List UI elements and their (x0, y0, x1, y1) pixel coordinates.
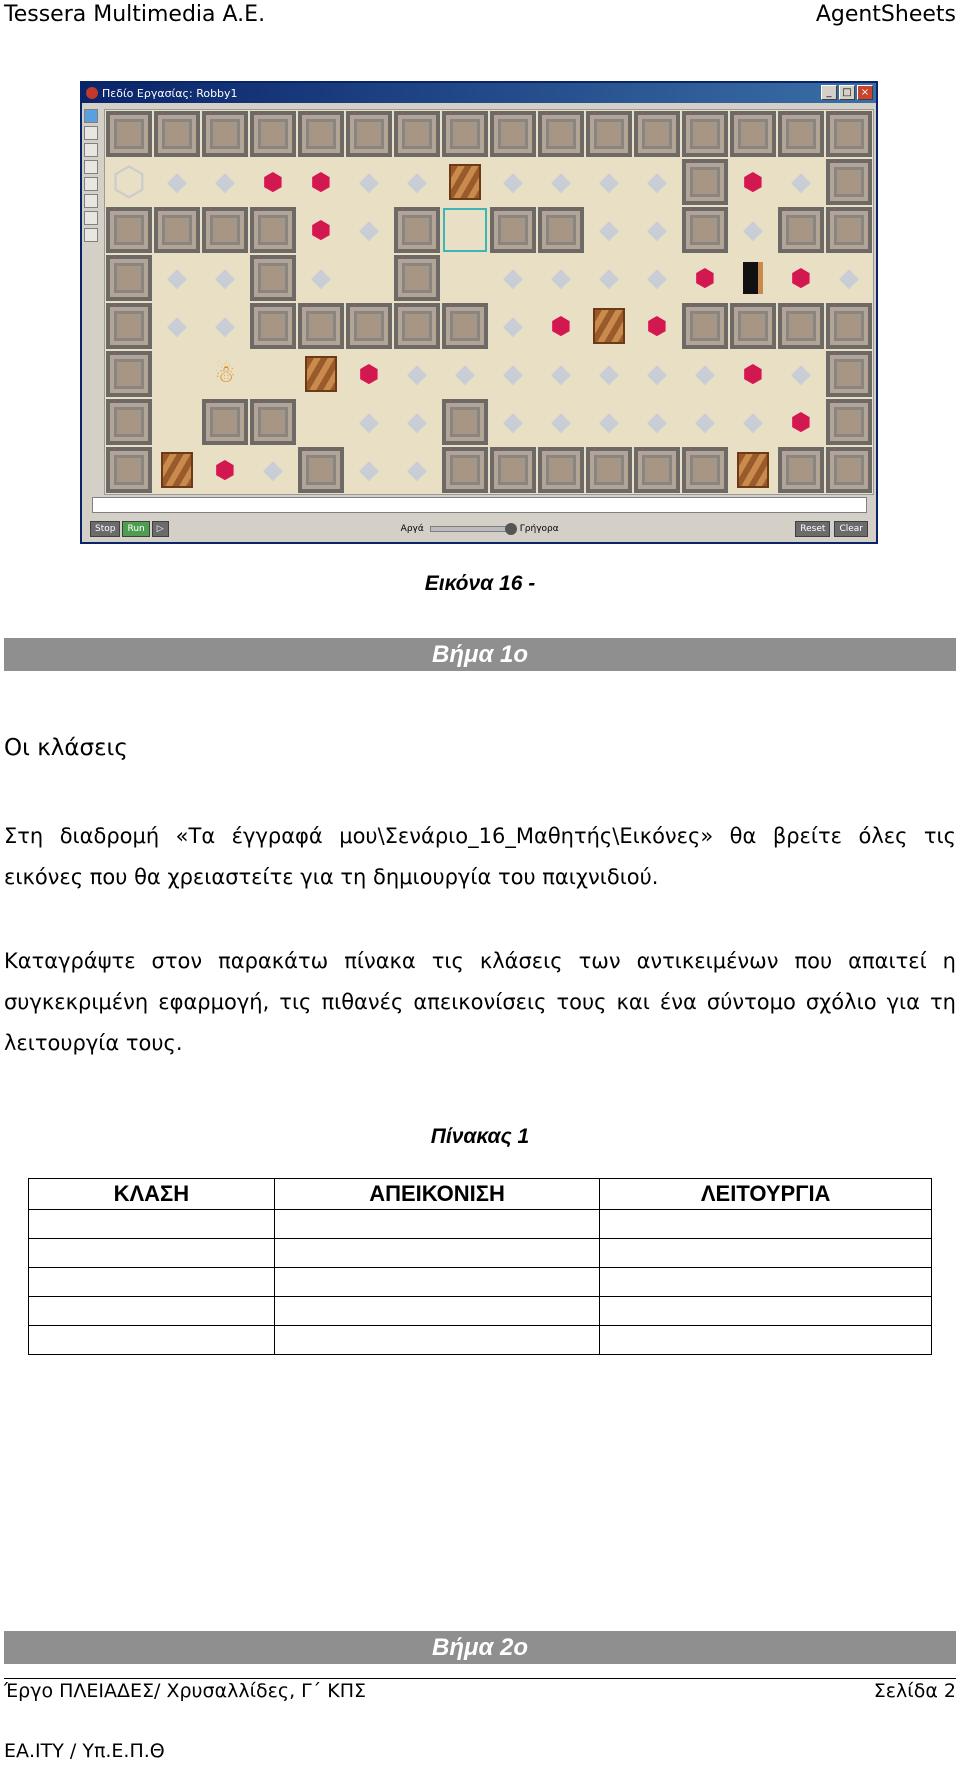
ruby-icon[interactable]: ⬢ (214, 456, 236, 484)
diamond-icon[interactable]: ◆ (503, 263, 523, 293)
diamond-icon[interactable]: ◆ (215, 263, 235, 293)
crate-icon[interactable] (737, 452, 769, 488)
wall-icon[interactable] (106, 399, 152, 445)
wall-icon[interactable] (106, 447, 152, 493)
wall-icon[interactable] (538, 111, 584, 157)
wall-icon[interactable] (730, 303, 776, 349)
diamond-icon[interactable]: ◆ (647, 167, 667, 197)
diamond-icon[interactable]: ◆ (167, 167, 187, 197)
paragraph-path: Στη διαδρομή «Τα έγγραφά μου\Σενάριο_16_Μαθητής\Εικόνες» θα βρείτε όλες τις εικόνες που θα χρειαστείτε για τη δημιουργία του παιχνιδιού. (4, 824, 956, 889)
control-bar (90, 519, 870, 539)
diamond-icon[interactable]: ◆ (599, 215, 619, 245)
table-cell[interactable] (600, 1297, 932, 1326)
diamond-icon[interactable]: ◆ (311, 263, 331, 293)
empty-cell[interactable] (441, 254, 489, 302)
table-caption: Πίνακας 1 (430, 1125, 530, 1148)
wall-icon[interactable] (826, 351, 872, 397)
ruby-icon[interactable]: ⬢ (790, 408, 812, 436)
diamond-icon[interactable]: ◆ (167, 263, 187, 293)
wall-icon[interactable] (394, 255, 440, 301)
empty-cell[interactable] (249, 350, 297, 398)
slider-knob[interactable] (505, 523, 517, 535)
section-title: Οι κλάσεις (4, 735, 128, 761)
wall-icon[interactable] (250, 111, 296, 157)
diamond-icon[interactable]: ◆ (695, 359, 715, 389)
wall-icon[interactable] (490, 447, 536, 493)
wall-icon[interactable] (298, 447, 344, 493)
wall-icon[interactable] (106, 207, 152, 253)
header-depiction: ΑΠΕΙΚΟΝΙΣΗ (274, 1179, 600, 1210)
paragraph-instructions: Καταγράψτε στον παρακάτω πίνακα τις κλάσεις των αντικειμένων που απαιτεί η συγκεκριμένη εφαρμογή, τις πιθανές απεικονίσεις τους και ένα σύντομο σχόλιο για τη λειτουργία τους. (4, 949, 956, 1055)
wall-icon[interactable] (394, 303, 440, 349)
wall-icon[interactable] (298, 111, 344, 157)
crate-icon[interactable] (161, 452, 193, 488)
wall-icon[interactable] (250, 303, 296, 349)
wall-icon[interactable] (250, 255, 296, 301)
table-row (29, 1210, 932, 1239)
diamond-icon[interactable]: ◆ (599, 263, 619, 293)
wall-icon[interactable] (778, 447, 824, 493)
diamond-icon[interactable]: ◆ (647, 215, 667, 245)
wall-icon[interactable] (202, 111, 248, 157)
diamond-icon[interactable]: ◆ (263, 455, 283, 485)
wall-icon[interactable] (826, 111, 872, 157)
diamond-icon[interactable]: ◆ (215, 311, 235, 341)
hex-icon[interactable]: ⬡ (111, 159, 147, 205)
wall-icon[interactable] (586, 447, 632, 493)
wall-icon[interactable] (730, 111, 776, 157)
wall-icon[interactable] (442, 303, 488, 349)
table-cell[interactable] (274, 1268, 600, 1297)
table-cell[interactable] (600, 1239, 932, 1268)
diamond-icon[interactable]: ◆ (791, 359, 811, 389)
ruby-icon[interactable]: ⬢ (742, 360, 764, 388)
clear-button[interactable]: Clear (834, 521, 868, 537)
diamond-icon[interactable]: ◆ (551, 359, 571, 389)
wall-icon[interactable] (682, 159, 728, 205)
wall-icon[interactable] (682, 207, 728, 253)
table-row (29, 1326, 932, 1355)
diamond-icon[interactable]: ◆ (503, 311, 523, 341)
diamond-icon[interactable]: ◆ (551, 407, 571, 437)
robot-icon[interactable]: ☃ (214, 360, 236, 388)
ruby-icon[interactable]: ⬢ (694, 264, 716, 292)
page-number: Σελίδα 2 (873, 1680, 956, 1702)
diamond-icon[interactable]: ◆ (551, 263, 571, 293)
table-cell[interactable] (274, 1297, 600, 1326)
wall-icon[interactable] (154, 111, 200, 157)
pencil-tool-icon[interactable] (84, 126, 98, 140)
wall-icon[interactable] (250, 399, 296, 445)
wall-icon[interactable] (442, 447, 488, 493)
header-class: ΚΛΑΣΗ (29, 1179, 275, 1210)
wall-icon[interactable] (202, 207, 248, 253)
window-titlebar (82, 83, 876, 103)
help-tool-icon[interactable] (84, 228, 98, 242)
wall-icon[interactable] (538, 207, 584, 253)
ruby-icon[interactable]: ⬢ (790, 264, 812, 292)
ruby-icon[interactable]: ⬢ (550, 312, 572, 340)
ruby-icon[interactable]: ⬢ (358, 360, 380, 388)
step2-bar (4, 1631, 956, 1664)
ruby-icon[interactable]: ⬢ (310, 168, 332, 196)
wall-icon[interactable] (250, 207, 296, 253)
wall-icon[interactable] (682, 303, 728, 349)
wall-icon[interactable] (154, 207, 200, 253)
app-icon (86, 87, 98, 99)
eraser-tool-icon[interactable] (84, 143, 98, 157)
wall-icon[interactable] (442, 111, 488, 157)
run-button[interactable]: Run (122, 521, 149, 537)
empty-cell[interactable] (153, 398, 201, 446)
diamond-icon[interactable]: ◆ (647, 407, 667, 437)
table-cell[interactable] (600, 1210, 932, 1239)
diamond-icon[interactable]: ◆ (503, 359, 523, 389)
ruby-icon[interactable]: ⬢ (310, 216, 332, 244)
wall-icon[interactable] (778, 111, 824, 157)
crate-icon[interactable] (449, 164, 481, 200)
wall-icon[interactable] (682, 111, 728, 157)
wall-icon[interactable] (490, 111, 536, 157)
wall-icon[interactable] (682, 447, 728, 493)
diamond-icon[interactable]: ◆ (503, 167, 523, 197)
ruby-icon[interactable]: ⬢ (262, 168, 284, 196)
grid-tool-icon[interactable] (84, 194, 98, 208)
wall-icon[interactable] (538, 447, 584, 493)
diamond-icon[interactable]: ◆ (839, 263, 859, 293)
diamond-icon[interactable]: ◆ (167, 311, 187, 341)
eyedropper-tool-icon[interactable] (84, 160, 98, 174)
fast-label: Γρήγορα (519, 524, 559, 534)
stop-button[interactable]: Stop (90, 521, 120, 537)
diamond-icon[interactable]: ◆ (599, 407, 619, 437)
wall-icon[interactable] (106, 303, 152, 349)
diamond-icon[interactable]: ◆ (407, 455, 427, 485)
wall-icon[interactable] (346, 111, 392, 157)
maximize-button[interactable]: □ (839, 85, 855, 100)
wall-icon[interactable] (298, 303, 344, 349)
window-title: Πεδίο Εργασίας: Robby1 (102, 86, 238, 100)
hammer-tool-icon[interactable] (84, 177, 98, 191)
wall-icon[interactable] (202, 399, 248, 445)
diamond-icon[interactable]: ◆ (407, 407, 427, 437)
table-cell[interactable] (274, 1210, 600, 1239)
wall-icon[interactable] (634, 447, 680, 493)
table-cell[interactable] (274, 1239, 600, 1268)
agentsheets-window (80, 81, 878, 544)
wall-icon[interactable] (586, 111, 632, 157)
select-tool-icon[interactable] (84, 211, 98, 225)
wall-icon[interactable] (826, 303, 872, 349)
wall-icon[interactable] (394, 111, 440, 157)
table-cell[interactable] (600, 1326, 932, 1355)
diamond-icon[interactable]: ◆ (599, 359, 619, 389)
reset-button[interactable]: Reset (795, 521, 830, 537)
tool-palette (84, 105, 100, 445)
ruby-icon[interactable]: ⬢ (742, 168, 764, 196)
worksheet-grid[interactable] (104, 109, 874, 495)
door-icon[interactable] (743, 262, 763, 294)
figure-caption: Εικόνα 16 - (424, 572, 536, 595)
header-company: Tessera Multimedia A.E. (4, 2, 266, 27)
crate-icon[interactable] (593, 308, 625, 344)
diamond-icon[interactable]: ◆ (215, 167, 235, 197)
empty-cell[interactable] (345, 254, 393, 302)
message-field (92, 497, 867, 513)
table-cell[interactable] (600, 1268, 932, 1297)
diamond-icon[interactable]: ◆ (647, 359, 667, 389)
footer-project: Έργο ΠΛΕΙΑΔΕΣ/ Χρυσαλλίδες, Γ΄ ΚΠΣ (4, 1680, 367, 1702)
wall-icon[interactable] (346, 303, 392, 349)
diamond-icon[interactable]: ◆ (743, 215, 763, 245)
slow-label: Αργά (400, 524, 424, 534)
wall-icon[interactable] (826, 447, 872, 493)
wall-icon[interactable] (442, 399, 488, 445)
table-cell[interactable] (29, 1239, 275, 1268)
header-product: AgentSheets (815, 2, 956, 27)
diamond-icon[interactable]: ◆ (743, 407, 763, 437)
wall-icon[interactable] (490, 207, 536, 253)
empty-cell[interactable] (153, 350, 201, 398)
table-cell[interactable] (29, 1297, 275, 1326)
diamond-icon[interactable]: ◆ (455, 359, 475, 389)
empty-cell[interactable] (297, 398, 345, 446)
diamond-icon[interactable]: ◆ (359, 407, 379, 437)
table-row (29, 1239, 932, 1268)
wall-icon[interactable] (106, 255, 152, 301)
arrow-tool-icon[interactable] (84, 109, 98, 123)
selected-icon[interactable] (441, 206, 489, 254)
diamond-icon[interactable]: ◆ (359, 215, 379, 245)
wall-icon[interactable] (826, 399, 872, 445)
footer-divider (4, 1678, 956, 1679)
wall-icon[interactable] (778, 207, 824, 253)
crate-icon[interactable] (305, 356, 337, 392)
diamond-icon[interactable]: ◆ (695, 407, 715, 437)
header-function: ΛΕΙΤΟΥΡΓΙΑ (600, 1179, 932, 1210)
classes-table (28, 1178, 932, 1355)
table-row (29, 1297, 932, 1326)
diamond-icon[interactable]: ◆ (791, 167, 811, 197)
diamond-icon[interactable]: ◆ (503, 407, 523, 437)
table-row (29, 1268, 932, 1297)
wall-icon[interactable] (394, 207, 440, 253)
close-button[interactable]: × (857, 85, 873, 100)
table-cell[interactable] (29, 1268, 275, 1297)
table-cell[interactable] (29, 1210, 275, 1239)
diamond-icon[interactable]: ◆ (407, 167, 427, 197)
speed-slider[interactable] (430, 526, 514, 532)
wall-icon[interactable] (826, 207, 872, 253)
step1-label: Βήμα 1ο (431, 641, 529, 668)
diamond-icon[interactable]: ◆ (407, 359, 427, 389)
wall-icon[interactable] (778, 303, 824, 349)
table-cell[interactable] (274, 1326, 600, 1355)
diamond-icon[interactable]: ◆ (599, 167, 619, 197)
ruby-icon[interactable]: ⬢ (646, 312, 668, 340)
diamond-icon[interactable]: ◆ (551, 167, 571, 197)
step2-label: Βήμα 2ο (431, 1634, 529, 1661)
wall-icon[interactable] (634, 111, 680, 157)
minimize-button[interactable]: _ (821, 85, 837, 100)
wall-icon[interactable] (826, 159, 872, 205)
wall-icon[interactable] (106, 351, 152, 397)
diamond-icon[interactable]: ◆ (359, 455, 379, 485)
footer-ministry: ΕΑ.ΙΤΥ / Υπ.Ε.Π.Θ (4, 1740, 165, 1762)
table-cell[interactable] (29, 1326, 275, 1355)
wall-icon[interactable] (106, 111, 152, 157)
diamond-icon[interactable]: ◆ (359, 167, 379, 197)
step-button[interactable]: ▷ (152, 521, 169, 537)
step1-bar (4, 638, 956, 671)
diamond-icon[interactable]: ◆ (647, 263, 667, 293)
